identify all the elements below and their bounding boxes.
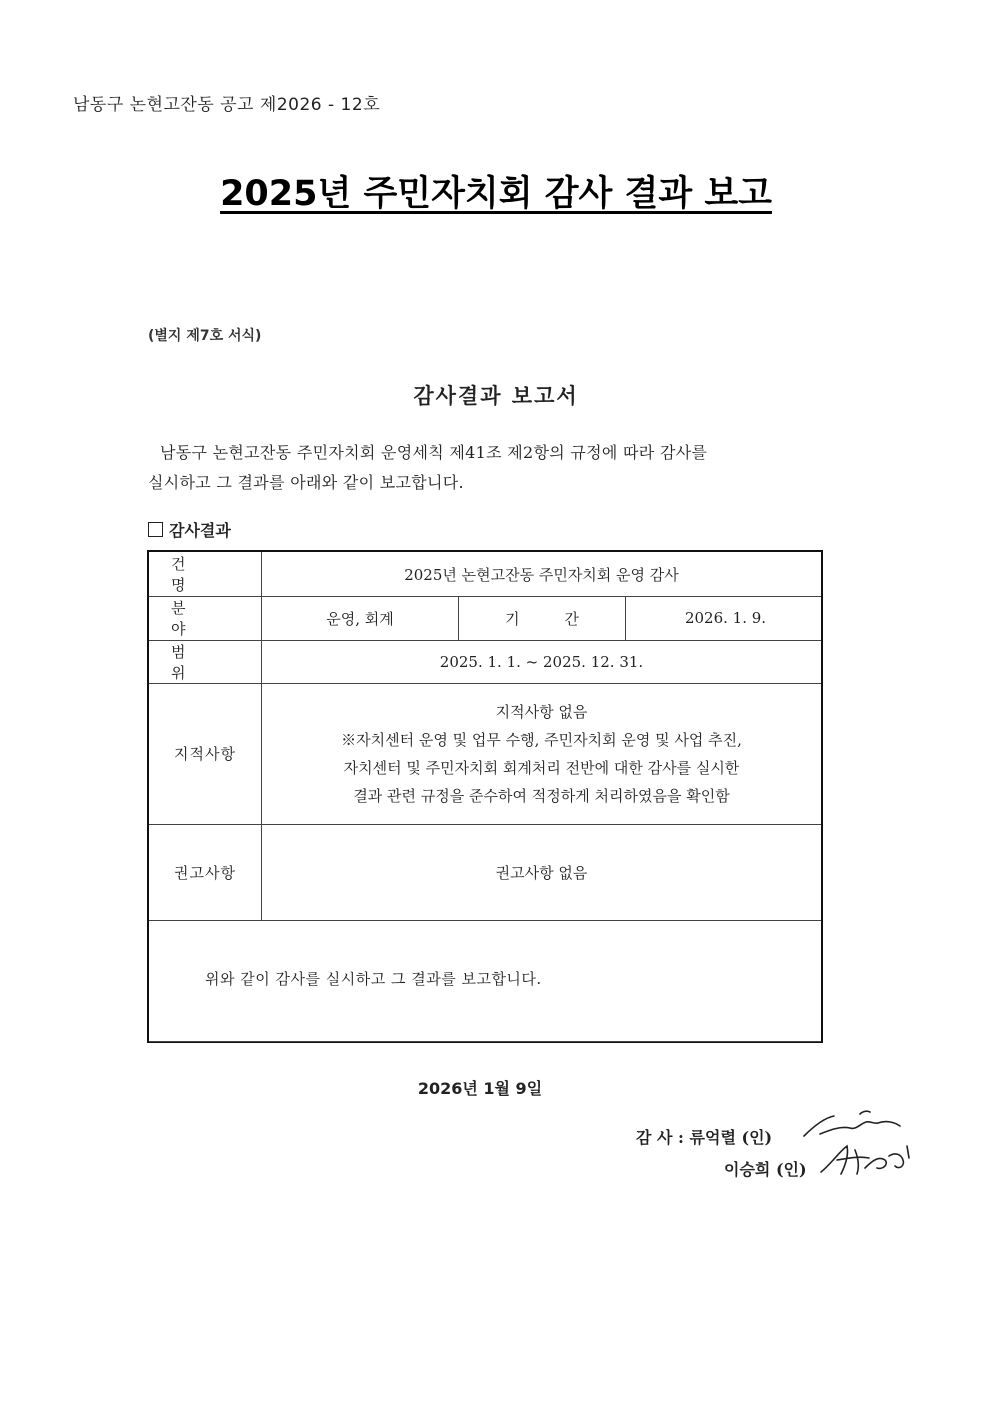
section-heading	[148, 518, 231, 541]
auditor-label: 감 사 :	[636, 1128, 684, 1147]
intro-line-1: 남동구 논현고잔동 주민자치회 운영세칙 제41조 제2항의 규정에 따라 감사를	[160, 443, 708, 462]
table-row-scope	[149, 640, 821, 684]
period-label: 기 간	[459, 596, 626, 640]
findings-line: 결과 관련 규정을 준수하여 적정하게 처리하였음을 확인함	[353, 786, 730, 805]
intro-paragraph	[148, 438, 838, 498]
table-row-recommendations	[149, 824, 821, 921]
table-row-subject	[149, 552, 821, 597]
checkbox-icon	[148, 522, 163, 537]
period-value: 2026. 1. 9.	[684, 609, 767, 627]
scope-value: 2025. 1. 1. ~ 2025. 12. 31.	[439, 652, 644, 671]
report-title: 감사결과 보고서	[413, 383, 579, 408]
audit-result-table	[147, 550, 823, 1043]
table-row-closing	[149, 920, 821, 1042]
section-heading-text: 감사결과	[169, 521, 231, 540]
closing-statement: 위와 같이 감사를 실시하고 그 결과를 보고합니다.	[205, 970, 542, 988]
signature-2-icon	[815, 1138, 915, 1180]
field-label: 분 야	[149, 596, 262, 640]
findings-line: 자치센터 및 주민자치회 회계처리 전반에 대한 감사를 실시한	[343, 758, 740, 777]
auditor-line-1	[636, 1122, 807, 1154]
notice-number: 남동구 논현고잔동 공고 제2026 - 12호	[73, 95, 381, 115]
auditor-signatures	[636, 1122, 807, 1186]
findings-line: ※자치센터 운영 및 업무 수행, 주민자치회 운영 및 사업 추진,	[341, 730, 742, 749]
recommendations-label: 권고사항	[149, 824, 262, 920]
findings-value	[262, 683, 821, 824]
intro-line-2: 실시하고 그 결과를 아래와 같이 보고합니다.	[148, 473, 464, 492]
findings-label: 지적사항	[149, 683, 262, 824]
seal-mark-1: (인)	[741, 1128, 773, 1147]
auditor-1-name: 류억렬	[689, 1128, 736, 1147]
recommendations-value: 권고사항 없음	[495, 863, 588, 882]
main-title: 2025년 주민자치회 감사 결과 보고	[220, 174, 772, 214]
field-value: 운영, 회계	[262, 596, 459, 640]
auditor-2-name: 이승희	[724, 1160, 771, 1179]
table-row-field	[149, 596, 821, 641]
report-date: 2026년 1월 9일	[417, 1079, 543, 1098]
form-number: (별지 제7호 서식)	[148, 328, 262, 344]
subject-label: 건 명	[149, 552, 262, 596]
table-row-findings	[149, 683, 821, 825]
subject-value: 2025년 논현고잔동 주민자치회 운영 감사	[404, 565, 679, 584]
findings-line: 지적사항 없음	[495, 702, 588, 721]
seal-mark-2: (인)	[775, 1160, 807, 1179]
scope-label: 범 위	[149, 640, 262, 683]
auditor-line-2	[636, 1154, 807, 1186]
